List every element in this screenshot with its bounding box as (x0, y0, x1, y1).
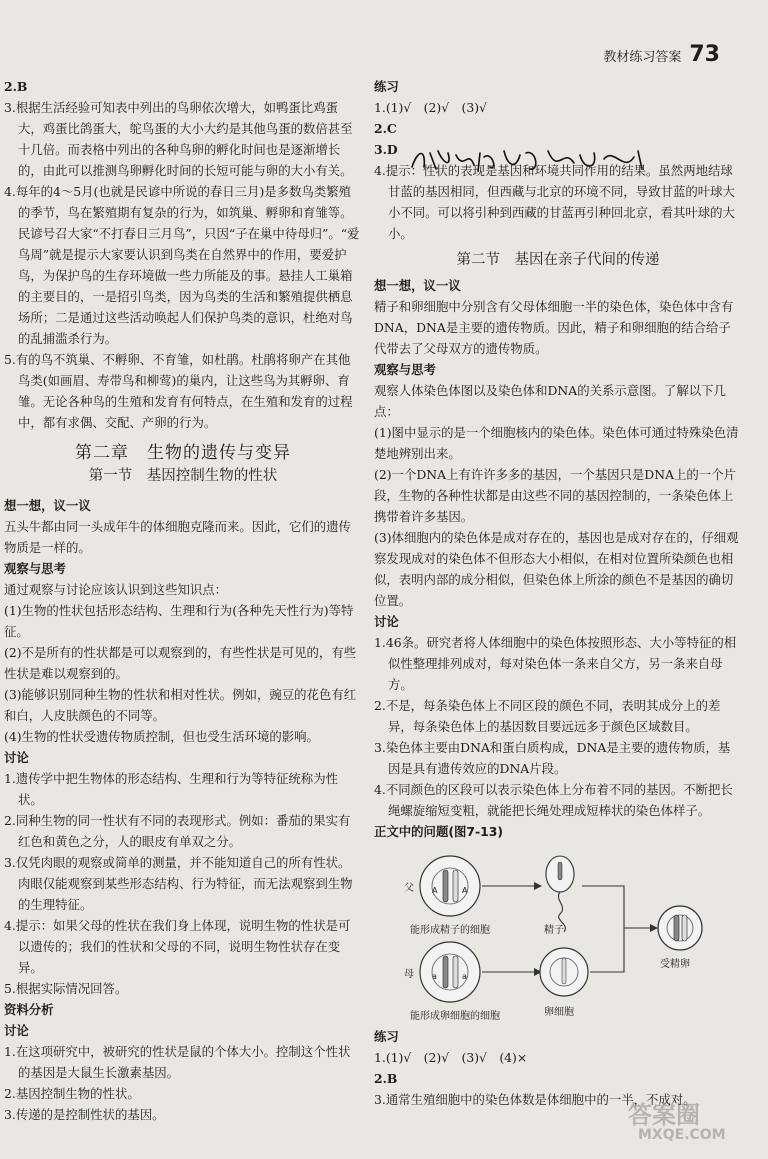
discuss-title-2: 讨论 (374, 614, 399, 629)
watermark-line2: MXQE.COM (638, 1127, 726, 1143)
practice2-item-2: 2.B (374, 1071, 398, 1086)
inheritance-diagram (374, 850, 734, 1020)
discuss-item-5: 5.根据实际情况回答。 (4, 981, 128, 996)
gene-label-A2: A (462, 886, 468, 895)
answer-3: 3.根据生活经验可知表中列出的鸟卵依次增大，如鸭蛋比鸡蛋大，鸡蛋比鸽蛋大，鸵鸟蛋的大小大约是其他鸟蛋的数倍甚至十几倍。而表格中列出的各种鸟卵的孵化时间也是逐渐增长的，由此可以推测鸟卵孵化时间的长短可能与卵的大小有关。 (4, 100, 353, 178)
answer-5: 5.有的鸟不筑巢、不孵卵、不育雏，如杜鹃。杜鹃将卵产在其他鸟类(如画眉、寿带鸟和柳莺)的巢内，让这些鸟为其孵卵、育雏。无论各种鸟的生殖和发育有何特点，在生殖和发育的过程中，都有求偶、交配、产卵的行为。 (4, 352, 353, 430)
discuss-title: 讨论 (4, 750, 29, 765)
header-title: 教材练习答案 (603, 50, 682, 65)
material-title: 资料分析 (4, 1002, 54, 1017)
practice-item-1: 1.(1)√ (2)√ (3)√ (374, 100, 487, 115)
discuss-item-3: 3.仅凭肉眼的观察或简单的测量，并不能知道自己的所有性状。肉眼仅能观察到某些形态结构、行为特征，而无法观察到生物的生理特征。 (4, 855, 353, 912)
think-title: 想一想，议一议 (4, 498, 91, 513)
answer-2: 2.B (4, 79, 28, 94)
gene-label-a2: a (462, 972, 467, 981)
label-mother: 母 (404, 969, 414, 980)
answer-4: 4.每年的4～5月(也就是民谚中所说的春日三月)是多数鸟类繁殖的季节，鸟在繁殖期有复杂的行为，如筑巢、孵卵和育雏等。民谚号召大家“不打春日三月鸟”，只因“子在巢中待母归”。“爱鸟周”就是提示大家要认识到鸟类在自然界中的作用，要爱护鸟，为保护鸟的生存环境做一些力所能及的事。悬挂人工巢箱的主要目的，一是招引鸟类，因为鸟类的生活和繁殖提供栖息场所；二是通过这些活动唤起人们保护鸟类的意识，杜绝对鸟的乱捕滥杀行为。 (4, 184, 360, 346)
practice-item-4: 4.提示：性状的表现是基因和环境共同作用的结果。虽然两地结球甘蓝的基因相同，但西藏与北京的环境不同，导致甘蓝的叶球大小不同。可以将引种到西藏的甘蓝再引种回北京，看其叶球的大小。 (374, 163, 735, 241)
material-discuss-title: 讨论 (4, 1023, 29, 1038)
watermark-line1: 答案圈 (628, 1101, 700, 1129)
observe-item-1: (1)生物的性状包括形态结构、生理和行为(各种先天性行为)等特征。 (4, 603, 354, 639)
observe-intro: 通过观察与讨论应该认识到这些知识点： (4, 582, 228, 597)
discuss-item-1: 1.遗传学中把生物体的形态结构、生理和行为等特征统称为性状。 (4, 771, 338, 807)
discuss2-item-3: 3.染色体主要由DNA和蛋白质构成，DNA是主要的遗传物质，基因是具有遗传效应的DNA片段。 (374, 740, 731, 776)
material-item-3: 3.传递的是控制性状的基因。 (4, 1107, 165, 1122)
chapter-title: 第二章 生物的遗传与变异 (75, 443, 291, 463)
observe-intro-2: 观察人体染色体图以及染色体和DNA的关系示意图。了解以下几点： (374, 383, 726, 419)
label-egg-forming-cell: 能形成卵细胞的细胞 (410, 1011, 500, 1022)
zygote-cell (658, 906, 702, 950)
practice2-item-3: 3.通常生殖细胞中的染色体数是体细胞中的一半，不成对。 (374, 1092, 696, 1107)
material-item-1: 1.在这项研究中，被研究的性状是鼠的个体大小。控制这个性状的基因是大鼠生长激素基因。 (4, 1044, 351, 1080)
label-sperm-forming-cell: 能形成精子的细胞 (410, 925, 490, 936)
think-title-2: 想一想，议一议 (374, 278, 461, 293)
section-title-2: 第二节 基因在亲子代间的传递 (456, 252, 660, 268)
observe2-item-1: (1)图中显示的是一个细胞核内的染色体。染色体可通过特殊染色清楚地辨别出来。 (374, 425, 739, 461)
label-zygote: 受精卵 (660, 959, 690, 970)
think-text-2: 精子和卵细胞中分别含有父母体细胞一半的染色体，染色体中含有DNA，DNA是主要的遗传物质。因此，精子和卵细胞的结合给子代带去了父母双方的遗传物质。 (374, 299, 734, 356)
label-sperm: 精子 (544, 925, 564, 936)
watermark-logo (622, 1091, 762, 1149)
observe2-item-3: (3)体细胞内的染色体是成对存在的，基因也是成对存在的，仔细观察发现成对的染色体不但形态大小相似，在相对位置所染颜色也相似，表明内部的成分相似，但染色体上所涂的颜色不是基因的确切位置。 (374, 530, 739, 608)
think-text: 五头牛都由同一头成年牛的体细胞克隆而来。因此，它们的遗传物质是一样的。 (4, 519, 351, 555)
observe-item-2: (2)不是所有的性状都是可以观察到的，有些性状是可见的，有些性状是难以观察到的。 (4, 645, 357, 681)
practice-item-3: 3.D (374, 142, 398, 157)
left-column (4, 76, 362, 1125)
label-egg: 卵细胞 (544, 1007, 574, 1018)
practice-title: 练习 (374, 79, 399, 94)
discuss2-item-1: 1.46条。研究者将人体细胞中的染色体按照形态、大小等特征的相似性整理排列成对，每对染色体一条来自父方，另一条来自母方。 (374, 635, 737, 692)
observe-item-3: (3)能够识别同种生物的性状和相对性状。例如，豌豆的花色有红和白，人皮肤颜色的不同等。 (4, 687, 357, 723)
discuss2-item-4: 4.不同颜色的区段可以表示染色体上分布着不同的基因。不断把长绳螺旋缩短变粗，就能把长绳处理成短棒状的染色体样子。 (374, 782, 733, 818)
discuss-item-4: 4.提示：如果父母的性状在我们身上体现，说明生物的性状是可以遗传的；我们的性状和父母的不同，说明生物性状存在变异。 (4, 918, 351, 975)
section-title-1: 第一节 基因控制生物的性状 (88, 468, 278, 484)
practice2-item-1: 1.(1)√ (2)√ (3)√ (4)× (374, 1050, 528, 1065)
label-father: 父 (404, 883, 414, 894)
gene-label-A1: A (432, 886, 438, 895)
right-column (374, 76, 742, 1110)
observe-title-2: 观察与思考 (374, 362, 436, 377)
discuss2-item-2: 2.不是，每条染色体上不同区段的颜色不同，表明其成分上的差异，每条染色体上的基因数目要远远多于颜色区域数目。 (374, 698, 721, 734)
material-item-2: 2.基因控制生物的性状。 (4, 1086, 140, 1101)
page-header (603, 42, 720, 67)
mother-cell (420, 942, 480, 1002)
page-number: 73 (689, 42, 720, 67)
observe2-item-2: (2)一个DNA上有许许多多的基因，一个基因只是DNA上的一个片段，生物的各种性状都是由这些不同的基因控制的，一条染色体上携带着许多基因。 (374, 467, 736, 524)
practice2-title: 练习 (374, 1029, 399, 1044)
practice-item-2: 2.C (374, 121, 397, 136)
father-cell (420, 856, 480, 916)
observe-item-4: (4)生物的性状受遗传物质控制，但也受生活环境的影响。 (4, 729, 319, 744)
gene-label-a1: a (432, 972, 437, 981)
observe-title: 观察与思考 (4, 561, 66, 576)
question-title: 正文中的问题(图7-13) (374, 824, 504, 839)
discuss-item-2: 2.同种生物的同一性状有不同的表现形式。例如：番茄的果实有红色和黄色之分，人的眼皮有单双之分。 (4, 813, 351, 849)
